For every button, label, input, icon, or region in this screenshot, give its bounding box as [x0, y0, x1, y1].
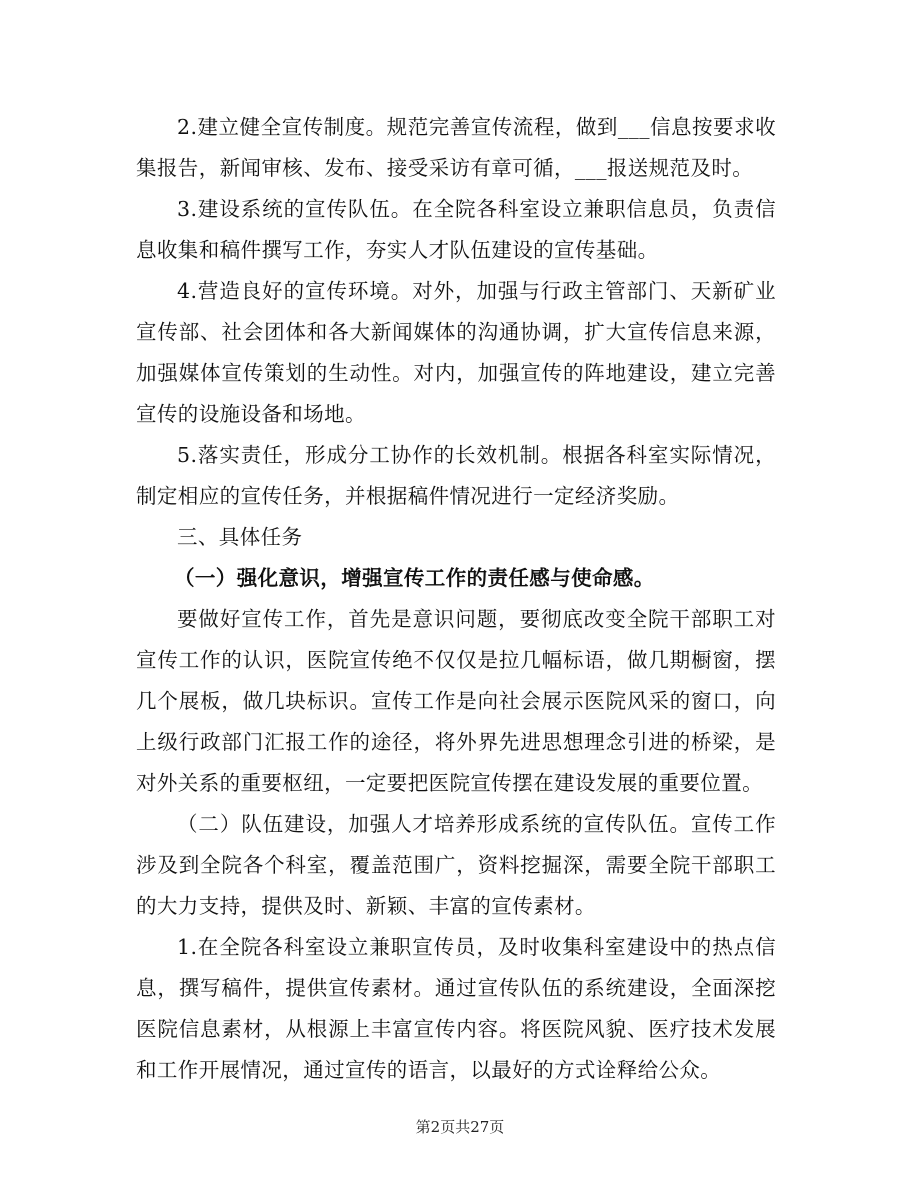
subheading-awareness: （一）强化意识，增强宣传工作的责任感与使命感。 [174, 566, 655, 590]
page-number-footer: 第2页共27页 [415, 1118, 505, 1136]
paragraph-item-2: 2.建立健全宣传制度。规范完善宣传流程，做到___信息按要求收集报告，新闻审核、发布、接受采访有章可循，___报送规范及时。 [136, 115, 776, 180]
paragraph-team-item-1: 1.在全院各科室设立兼职宣传员，及时收集科室建设中的热点信息，撰写稿件，提供宣传素材。通过宣传队伍的系统建设，全面深挖医院信息素材，从根源上丰富宣传内容。将医院风貌、医疗技术发展和工作开展情况，通过宣传的语言，以最好的方式诠释给公众。 [136, 935, 776, 1082]
paragraph-item-5: 5.落实责任，形成分工协作的长效机制。根据各科室实际情况，制定相应的宣传任务，并根据稿件情况进行一定经济奖励。 [136, 443, 776, 508]
paragraph-awareness: 要做好宣传工作，首先是意识问题，要彻底改变全院干部职工对宣传工作的认识，医院宣传绝不仅仅是拉几幅标语，做几期橱窗，摆几个展板，做几块标识。宣传工作是向社会展示医院风采的窗口，向上级行政部门汇报工作的途径，将外界先进思想理念引进的桥梁，是对外关系的重要枢纽，一定要把医院宣传摆在建设发展的重要位置。 [136, 607, 776, 795]
paragraph-item-4: 4.营造良好的宣传环境。对外，加强与行政主管部门、天新矿业宣传部、社会团体和各大新闻媒体的沟通协调，扩大宣传信息来源，加强媒体宣传策划的生动性。对内，加强宣传的阵地建设，建立完善宣传的设施设备和场地。 [136, 279, 776, 426]
section-heading: 三、具体任务 [177, 525, 303, 549]
document-body [136, 107, 776, 1091]
paragraph-team-building: （二）队伍建设，加强人才培养形成系统的宣传队伍。宣传工作涉及到全院各个科室，覆盖范围广，资料挖掘深，需要全院干部职工的大力支持，提供及时、新颖、丰富的宣传素材。 [136, 812, 776, 918]
paragraph-item-3: 3.建设系统的宣传队伍。在全院各科室设立兼职信息员，负责信息收集和稿件撰写工作，夯实人才队伍建设的宣传基础。 [136, 197, 776, 262]
